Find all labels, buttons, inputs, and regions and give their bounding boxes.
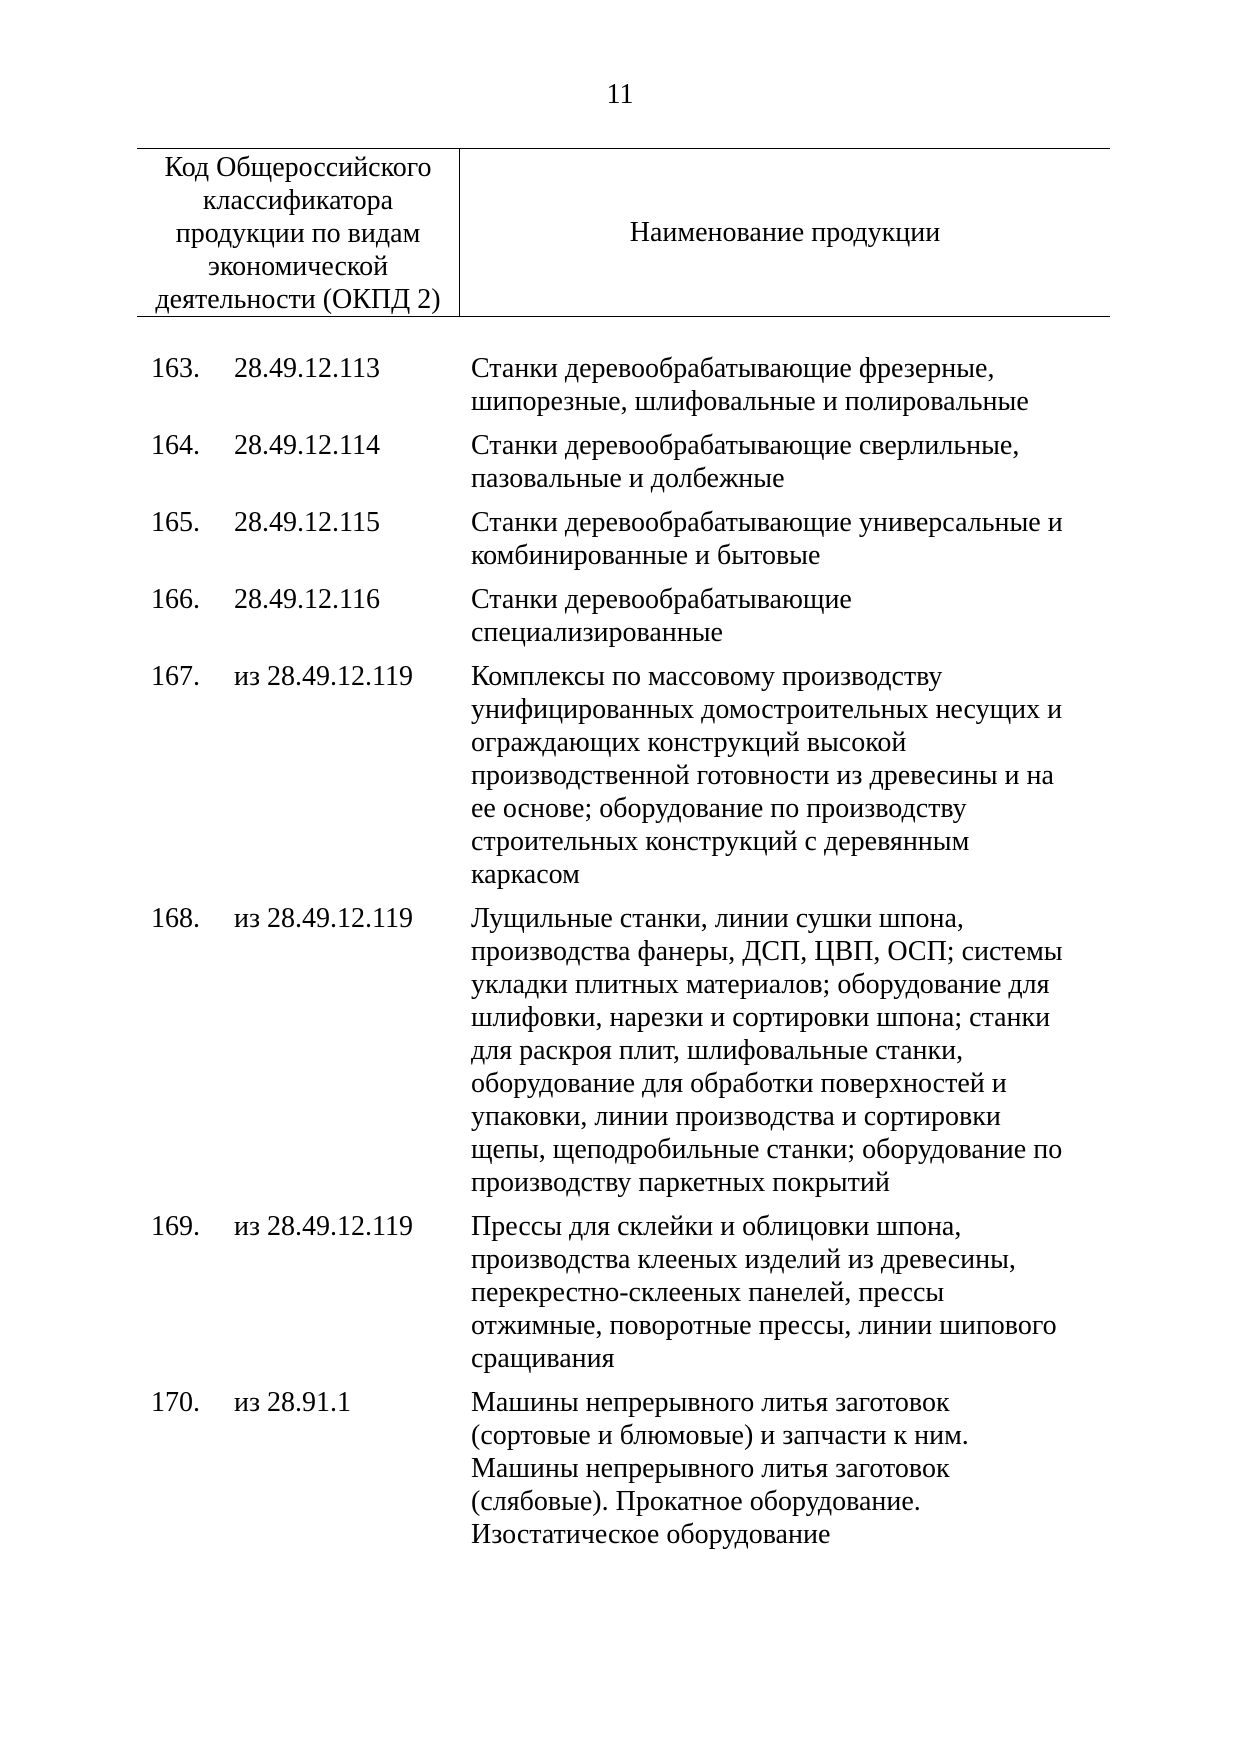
product-name	[471, 352, 1110, 418]
header-code-line: продукции по видам	[175, 218, 421, 249]
header-code-column	[137, 149, 460, 316]
page-number: 11	[606, 79, 634, 110]
table-row	[137, 583, 1110, 649]
product-name-line: строительных конструкций с деревянным	[471, 826, 970, 857]
okpd-code: из 28.49.12.119	[234, 1211, 414, 1242]
header-code-line: классификатора	[202, 185, 394, 216]
product-name	[471, 583, 1110, 649]
product-name-line: производства фанеры, ДСП, ЦВП, ОСП; системы	[471, 936, 1063, 967]
product-name-line: Лущильные станки, линии сушки шпона,	[471, 903, 964, 934]
okpd-code: из 28.49.12.119	[234, 903, 414, 934]
product-name-line: оборудование для обработки поверхностей и	[471, 1068, 1007, 1099]
product-name-line: комбинированные и бытовые	[471, 540, 821, 571]
header-code-line: деятельности (ОКПД 2)	[155, 284, 441, 315]
okpd-code: 28.49.12.116	[234, 584, 380, 615]
header-name-column: Наименование продукции	[629, 217, 941, 248]
row-number: 167.	[151, 661, 200, 692]
product-name	[471, 660, 1110, 891]
table-row	[137, 429, 1110, 495]
okpd-code: из 28.91.1	[234, 1387, 352, 1418]
product-name-line: для раскроя плит, шлифовальные станки,	[471, 1035, 964, 1066]
table-row	[137, 902, 1110, 1199]
product-name-line: шлифовки, нарезки и сортировки шпона; станки	[471, 1002, 1051, 1033]
header-code-line: экономической	[207, 251, 389, 282]
header-code-line: Код Общероссийского	[164, 152, 432, 183]
product-name	[471, 506, 1110, 572]
product-name	[471, 902, 1110, 1199]
table-header	[137, 148, 1110, 317]
table-row	[137, 1210, 1110, 1375]
product-name	[471, 429, 1110, 495]
row-number: 164.	[151, 430, 200, 461]
row-number: 168.	[151, 903, 200, 934]
product-name-line: производству паркетных покрытий	[471, 1167, 890, 1198]
product-name-line: (слябовые). Прокатное оборудование.	[471, 1486, 921, 1517]
product-name-line: Станки деревообрабатывающие	[471, 584, 852, 615]
table-row	[137, 506, 1110, 572]
product-name-line: производственной готовности из древесины и на	[471, 760, 1054, 791]
product-name-line: унифицированных домостроительных несущих и	[471, 694, 1063, 725]
product-name-line: ограждающих конструкций высокой	[471, 727, 907, 758]
table-row	[137, 1386, 1110, 1551]
row-number: 169.	[151, 1211, 200, 1242]
table-row	[137, 352, 1110, 418]
product-name-line: каркасом	[471, 859, 580, 890]
product-name-line: перекрестно-склееных панелей, прессы	[471, 1277, 945, 1308]
product-name-line: Машины непрерывного литья заготовок	[471, 1453, 950, 1484]
row-number: 163.	[151, 353, 200, 384]
row-number: 170.	[151, 1387, 200, 1418]
okpd-code: 28.49.12.113	[234, 353, 380, 384]
product-name-line: щепы, щеподробильные станки; оборудование по	[471, 1134, 1063, 1165]
product-name-line: отжимные, поворотные прессы, линии шипового	[471, 1310, 1057, 1341]
table-row	[137, 660, 1110, 891]
product-name-line: Станки деревообрабатывающие универсальные и	[471, 507, 1063, 538]
table-body	[137, 352, 1110, 1562]
product-name-line: Машины непрерывного литья заготовок	[471, 1387, 950, 1418]
row-number: 166.	[151, 584, 200, 615]
product-name-line: (сортовые и блюмовые) и запчасти к ним.	[471, 1420, 969, 1451]
product-name-line: Станки деревообрабатывающие сверлильные,	[471, 430, 1020, 461]
product-name-line: пазовальные и долбежные	[471, 463, 785, 494]
product-name-line: упаковки, линии производства и сортировки	[471, 1101, 1001, 1132]
row-number: 165.	[151, 507, 200, 538]
product-name-line: Комплексы по массовому производству	[471, 661, 943, 692]
product-name-line: ее основе; оборудование по производству	[471, 793, 967, 824]
product-name-line: специализированные	[471, 617, 723, 648]
product-name	[471, 1210, 1110, 1375]
product-name-line: шипорезные, шлифовальные и полировальные	[471, 386, 1029, 417]
product-name-line: производства клееных изделий из древесины,	[471, 1244, 1016, 1275]
product-name-line: Станки деревообрабатывающие фрезерные,	[471, 353, 995, 384]
okpd-code: из 28.49.12.119	[234, 661, 414, 692]
product-name-line: сращивания	[471, 1343, 615, 1374]
product-name	[471, 1386, 1110, 1551]
okpd-code: 28.49.12.114	[234, 430, 380, 461]
product-name-line: укладки плитных материалов; оборудование для	[471, 969, 1050, 1000]
product-name-line: Изостатическое оборудование	[471, 1519, 831, 1550]
okpd-code: 28.49.12.115	[234, 507, 380, 538]
product-name-line: Прессы для склейки и облицовки шпона,	[471, 1211, 962, 1242]
